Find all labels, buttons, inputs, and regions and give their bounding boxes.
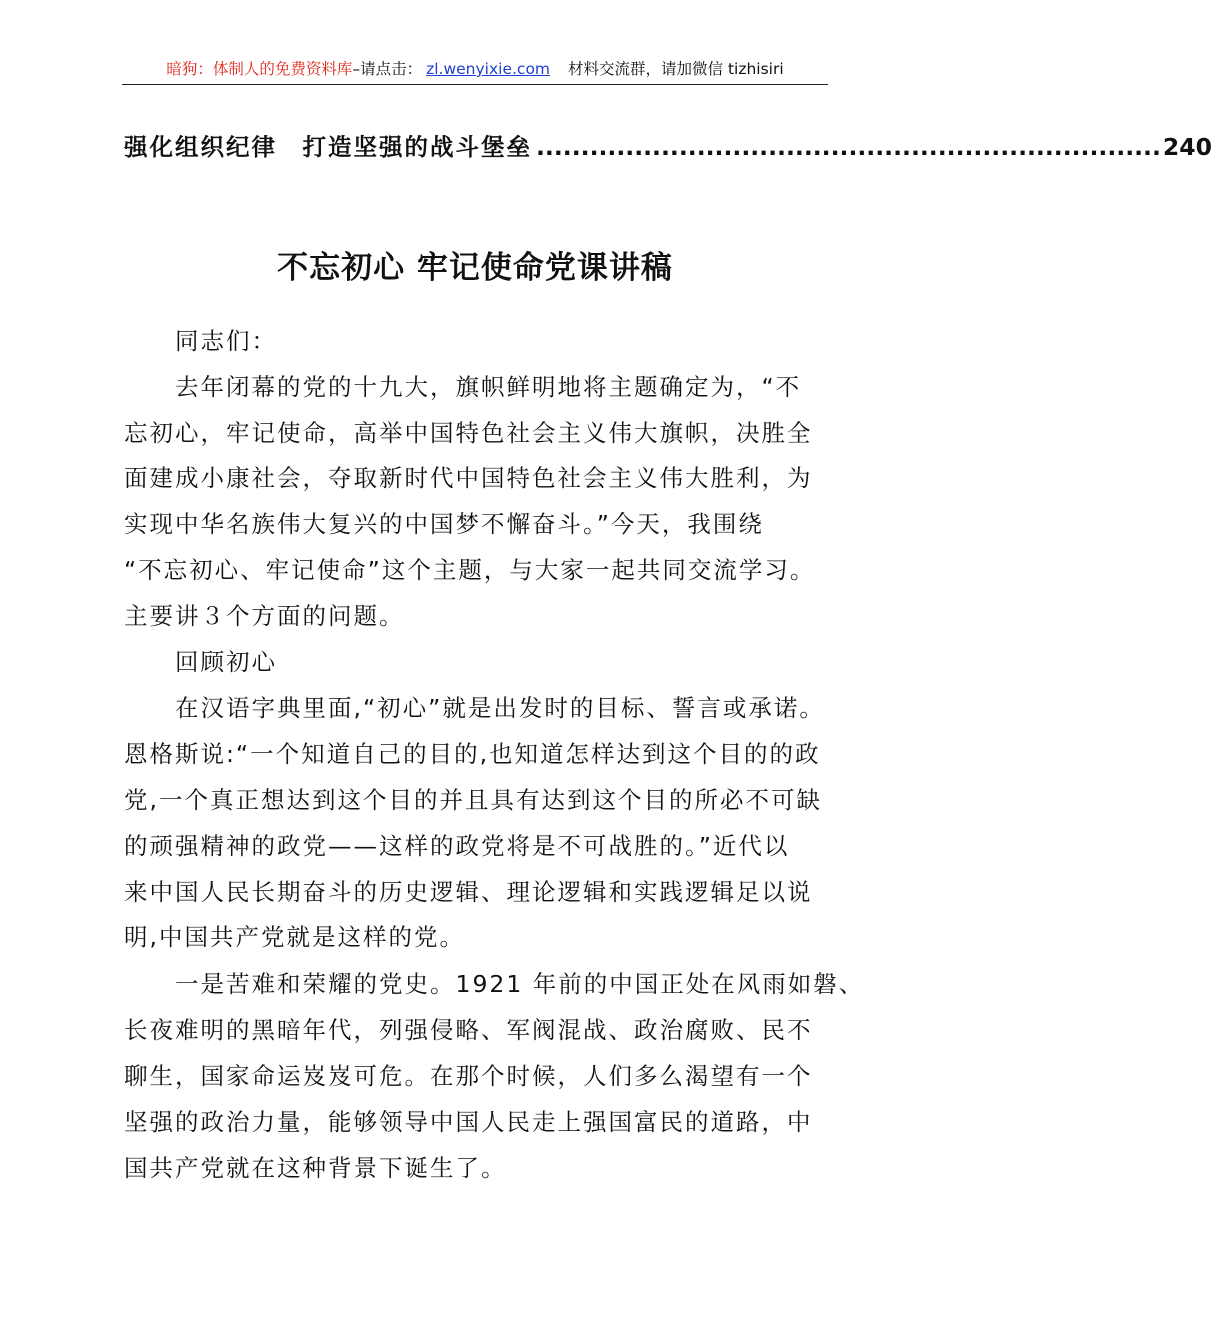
body-line: 恩格斯说:“一个知道自己的目的,也知道怎样达到这个目的的政 bbox=[124, 740, 821, 768]
body-line: 来中国人民长期奋斗的历史逻辑、理论逻辑和实践逻辑足以说 bbox=[124, 878, 813, 906]
body-line: 忘初心，牢记使命，高举中国特色社会主义伟大旗帜，决胜全 bbox=[124, 419, 813, 447]
body-line: 在汉语字典里面,“初心”就是出发时的目标、誓言或承诺。 bbox=[124, 694, 825, 722]
toc-entry-title: 强化组织纪律 打造坚强的战斗堡垒 bbox=[124, 133, 532, 161]
toc-page-number: 240 bbox=[1162, 133, 1212, 161]
section-heading: 回顾初心 bbox=[124, 648, 277, 676]
toc-leader-dots: ...................................................................... bbox=[536, 133, 1161, 161]
body-line: “不忘初心、牢记使命”这个主题，与大家一起共同交流学习。 bbox=[124, 556, 816, 584]
click-prompt: –请点击： bbox=[352, 60, 423, 78]
resource-link[interactable]: zl.wenyixie.com bbox=[426, 60, 551, 78]
body-line: 聊生，国家命运岌岌可危。在那个时候，人们多么渴望有一个 bbox=[124, 1062, 813, 1090]
body-line: 坚强的政治力量，能够领导中国人民走上强国富民的道路，中 bbox=[124, 1108, 813, 1136]
body-line: 的顽强精神的政党——这样的政党将是不可战胜的。”近代以 bbox=[124, 832, 790, 860]
body-line: 明,中国共产党就是这样的党。 bbox=[124, 923, 465, 951]
body-line: 一是苦难和荣耀的党史。1921 年前的中国正处在风雨如磐、 bbox=[124, 970, 865, 998]
body-line: 党,一个真正想达到这个目的并且具有达到这个目的所必不可缺 bbox=[124, 786, 822, 814]
body-line: 长夜难明的黑暗年代，列强侵略、军阀混战、政治腐败、民不 bbox=[124, 1016, 813, 1044]
body-line: 主要讲３个方面的问题。 bbox=[124, 602, 405, 630]
body-line: 面建成小康社会，夺取新时代中国特色社会主义伟大胜利，为 bbox=[124, 464, 813, 492]
body-line: 同志们： bbox=[124, 327, 277, 355]
promo-text: 暗狗：体制人的免费资料库 bbox=[166, 60, 353, 78]
body-line: 实现中华名族伟大复兴的中国梦不懈奋斗。”今天，我围绕 bbox=[124, 510, 764, 538]
wechat-note: 材料交流群，请加微信 tizhisiri bbox=[568, 60, 784, 78]
body-line: 国共产党就在这种背景下诞生了。 bbox=[124, 1154, 507, 1182]
page-header bbox=[122, 58, 828, 85]
document-title: 不忘初心 牢记使命党课讲稿 bbox=[277, 250, 673, 286]
toc-entry[interactable] bbox=[124, 128, 1212, 162]
body-line: 去年闭幕的党的十九大，旗帜鲜明地将主题确定为，“不 bbox=[124, 373, 802, 401]
